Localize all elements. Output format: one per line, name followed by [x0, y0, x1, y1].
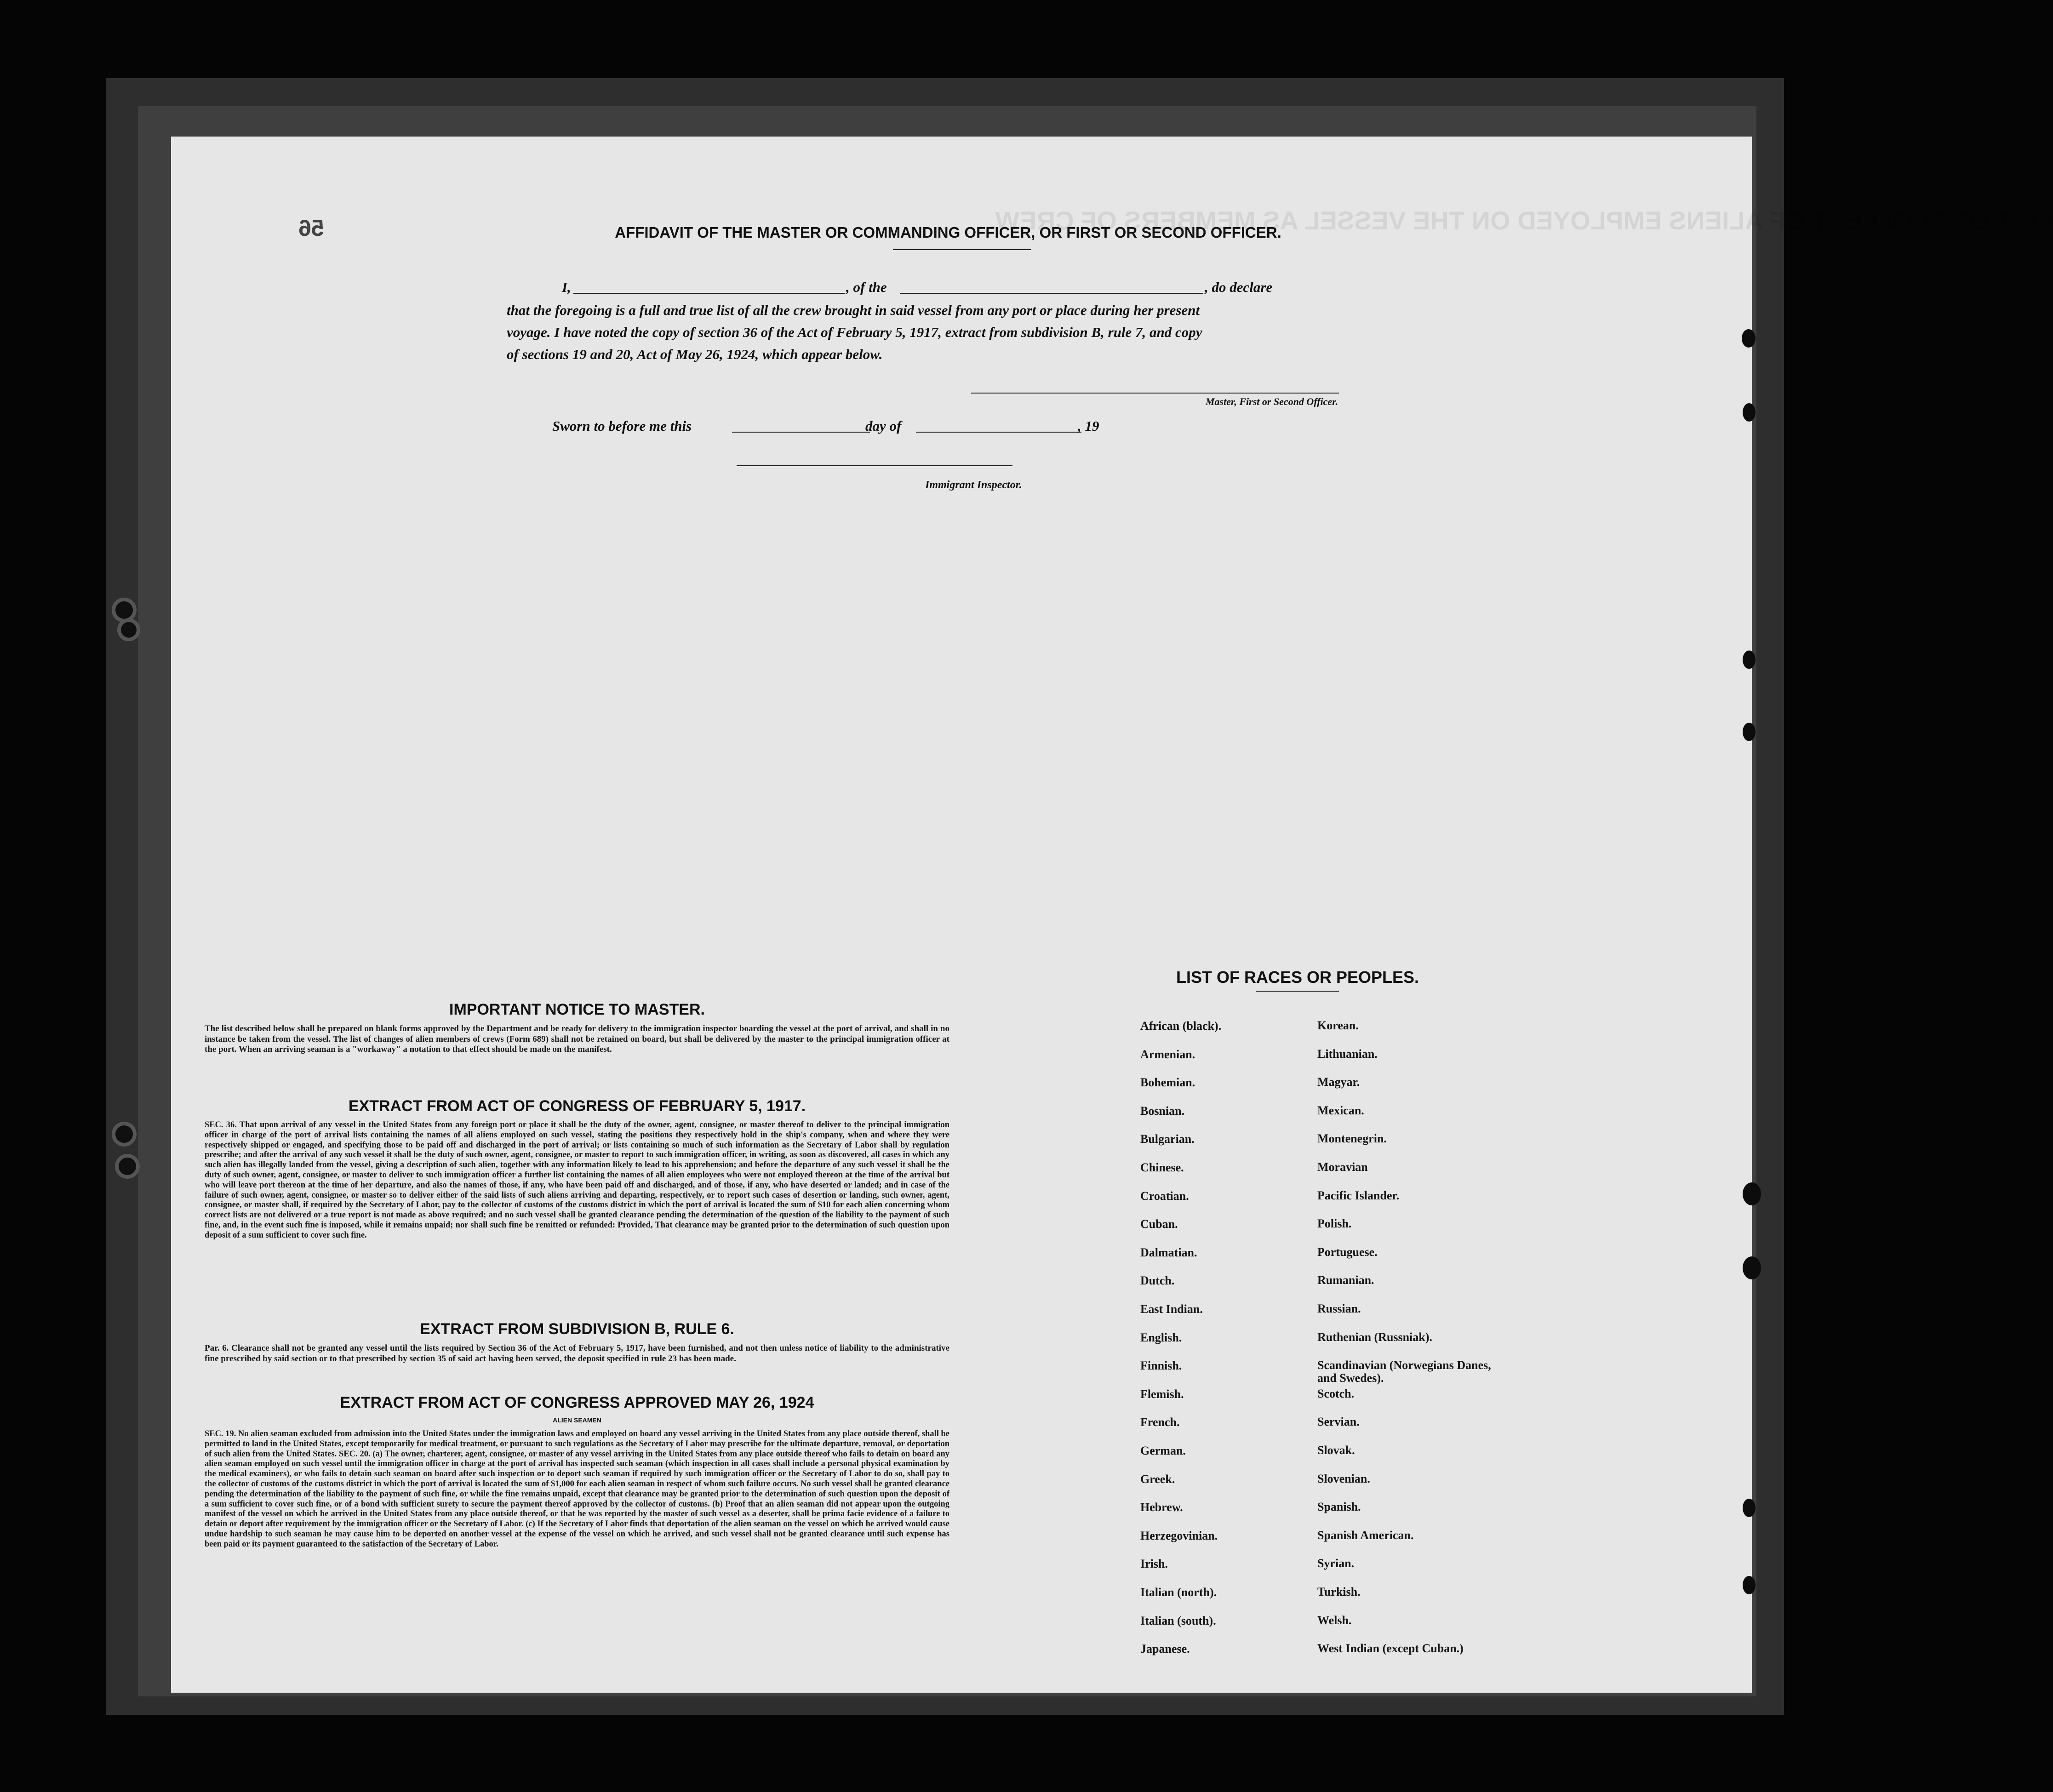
race-left-item: Hebrew. [1140, 1501, 1183, 1514]
sworn-year: , 19 [1078, 418, 1099, 434]
race-left-item: Armenian. [1140, 1047, 1195, 1061]
extract-1924-subtitle: ALIEN SEAMEN [553, 1416, 601, 1424]
race-right-item: Spanish. [1317, 1500, 1361, 1514]
race-right-item: Mexican. [1317, 1103, 1364, 1117]
vessel-line [900, 293, 1203, 294]
name-line [573, 293, 845, 294]
bleed-through-title: LIST OR MANIFEST OF ALIENS EMPLOYED ON THE VESSEL AS MEMBERS OF CREW. [989, 206, 2053, 235]
title-rule [893, 249, 1031, 250]
race-right-item: Montenegrin. [1317, 1132, 1387, 1146]
punch-hole [1743, 1576, 1756, 1594]
sworn-day-line [732, 432, 870, 433]
notice-text: The list described below shall be prepared on blank forms approved by the Department and be ready for delivery to the immigration inspector boarding the vessel at the port of arrival, and shall in no instance be taken from the vessel. The list of changes of alien members of crews (Form 689) shall not be retained on board, but shall be delivered by the master to the principal immigration officer at the port. When an arriving seaman is a "workaway" a notation to that effect should be made on the manifest. [205, 1024, 949, 1055]
race-right-item: Syrian. [1317, 1557, 1355, 1570]
race-right-item: West Indian (except Cuban.) [1317, 1642, 1464, 1655]
races-title-rule [1256, 991, 1339, 992]
race-left-item: Greek. [1140, 1472, 1175, 1486]
notice-title: IMPORTANT NOTICE TO MASTER. [449, 1001, 705, 1018]
race-right-item: Rumanian. [1317, 1273, 1374, 1287]
race-right-item: Portuguese. [1317, 1245, 1378, 1259]
race-left-item: Irish. [1140, 1557, 1168, 1571]
race-right-item: Lithuanian. [1317, 1047, 1378, 1061]
race-right-item: Russian. [1317, 1302, 1361, 1315]
affidavit-do-declare: , do declare [1205, 279, 1273, 295]
master-signature-line [971, 393, 1339, 394]
race-left-item: Bohemian. [1140, 1076, 1195, 1090]
punch-hole [1742, 329, 1756, 348]
punch-hole [1743, 723, 1756, 741]
affidavit-body-3: of sections 19 and 20, Act of May 26, 1924, which appear below. [507, 346, 883, 362]
extract-1924-title: EXTRACT FROM ACT OF CONGRESS APPROVED MAY 26, 1924 [340, 1394, 814, 1411]
sworn-day-of: day of [865, 418, 902, 434]
punch-hole [1743, 403, 1756, 422]
race-right-item: Ruthenian (Russniak). [1317, 1330, 1432, 1344]
race-right-item: Spanish American. [1317, 1528, 1414, 1542]
binder-hole [112, 1122, 137, 1147]
race-left-item: African (black). [1140, 1019, 1222, 1033]
punch-hole [1743, 1256, 1761, 1279]
affidavit-body-2: voyage. I have noted the copy of section 36 of the Act of February 5, 1917, extract from subdivision B, rule 7, and copy [507, 324, 1202, 340]
rule6-title: EXTRACT FROM SUBDIVISION B, RULE 6. [420, 1320, 734, 1338]
rule6-text: Par. 6. Clearance shall not be granted any vessel until the lists required by Section 36 of the Act of February 5, 1917, have been furnished, and not then unless notice of liability to the administrative fine prescribed by said section or to that prescribed by section 35 of said act having been served, the deposit specified in rule 23 has been made. [205, 1343, 949, 1364]
punch-hole [1743, 651, 1756, 669]
race-right-item: Scandinavian (Norwegians Danes, and Swedes). [1317, 1358, 1491, 1385]
extract-1917-title: EXTRACT FROM ACT OF CONGRESS OF FEBRUARY 5, 1917. [348, 1097, 806, 1115]
inspector-signature-line [737, 465, 1012, 466]
race-left-item: Japanese. [1140, 1642, 1190, 1656]
sworn-prefix: Sworn to before me this [552, 418, 692, 434]
affidavit-of-the: , of the [846, 279, 887, 295]
race-left-item: Croatian. [1140, 1189, 1189, 1203]
race-left-item: Dutch. [1140, 1274, 1175, 1288]
race-left-item: Flemish. [1140, 1387, 1184, 1401]
affidavit-body-1: that the foregoing is a full and true list of all the crew brought in said vessel from any port or place during her present [507, 302, 1200, 318]
extract-1924-text: SEC. 19. No alien seaman excluded from admission into the United States under the immigration laws and employed on board any vessel arriving in the United States from any place outside thereof, shall be permitted to land in the United States, except temporarily for medical treatment, or pursuant to such regulations as the Secretary of Labor may prescribe for the ultimate departure, removal, or deportation of such alien from the United States. SEC. 20. (a) The owner, charterer, agent, consignee, or master of any vessel arriving in the United States from any place outside thereof who fails to detain on board any alien seaman employed on such vessel until the immigration officer in charge at the port of arrival has inspected such seaman (which inspection in all cases shall include a personal physical examination by the medical examiners), or who fails to detain such seaman on board after such inspection or to deport such seaman if required by such immigration officer or the Secretary of Labor to do so, shall pay to the collector of customs of the customs district in which the port of arrival is located the sum of $1,000 for each alien seaman in respect of whom such failure occurs. No such vessel shall be granted clearance pending the determination of the liability to the payment of such fine, or while the fine remains unpaid, except that clearance may be granted prior to the determination of such question upon the deposit of a sum sufficient to cover such fine, or of a bond with sufficient surety to secure the payment thereof approved by the collector of customs. (b) Proof that an alien seaman did not appear upon the outgoing manifest of the vessel on which he arrived in the United States from any place outside thereof, or that he was reported by the master of such vessel as a deserter, shall be prima facie evidence of a failure to detain or deport after requirement by the immigration officer or the Secretary of Labor. (c) If the Secretary of Labor finds that deportation of the alien seaman on the vessel on which he arrived would cause undue hardship to such seaman he may cause him to be deported on another vessel at the expense of the vessel on which he arrived, and such vessel shall not be granted clearance until such expense has been paid or its payment guaranteed to the satisfaction of the Secretary of Labor. [205, 1429, 949, 1549]
race-left-item: Italian (north). [1140, 1586, 1217, 1599]
race-right-item: Slovak. [1317, 1444, 1355, 1457]
race-right-item: Korean. [1317, 1019, 1359, 1032]
race-right-item: Slovenian. [1317, 1472, 1370, 1485]
binder-hole [115, 1154, 140, 1179]
race-right-item: Turkish. [1317, 1585, 1361, 1598]
race-left-item: Cuban. [1140, 1217, 1178, 1231]
race-left-item: German. [1140, 1444, 1186, 1457]
binder-hole [117, 618, 140, 641]
races-title: LIST OF RACES OR PEOPLES. [1176, 968, 1419, 987]
race-left-item: Bulgarian. [1140, 1132, 1195, 1146]
punch-hole [1743, 1499, 1756, 1517]
affidavit-i: I, [562, 279, 571, 295]
punch-hole [1743, 1182, 1761, 1205]
race-left-item: East Indian. [1140, 1302, 1203, 1316]
race-right-item: Pacific Islander. [1317, 1188, 1400, 1202]
race-left-item: Dalmatian. [1140, 1245, 1197, 1259]
affidavit-title: AFFIDAVIT OF THE MASTER OR COMMANDING OFFICER, OR FIRST OR SECOND OFFICER. [615, 224, 1281, 241]
race-right-item: Servian. [1317, 1415, 1360, 1429]
race-left-item: Herzegovinian. [1140, 1529, 1218, 1542]
sworn-month-line [916, 432, 1081, 433]
page-number: 56 [298, 215, 324, 241]
race-left-item: French. [1140, 1415, 1180, 1429]
race-left-item: Bosnian. [1140, 1104, 1185, 1118]
inspector-caption: Immigrant Inspector. [925, 479, 1022, 491]
race-right-item: Scotch. [1317, 1387, 1355, 1400]
race-right-item: Magyar. [1317, 1075, 1360, 1089]
race-left-item: Chinese. [1140, 1161, 1184, 1174]
extract-1917-text: SEC. 36. That upon arrival of any vessel in the United States from any foreign port or place it shall be the duty of the owner, agent, consignee, or master thereof to deliver to the principal immigration officer in charge of the port of arrival lists containing the names of all aliens employed on such vessel, stating the positions they respectively hold in the ship's company, when and where they were respectively shipped or engaged, and specifying those to be paid off and discharged in the port of arrival; or lists containing so much of such information as the Secretary of Labor shall by regulation prescribe; and after the arrival of any such vessel it shall be the duty of such owner, agent, consignee, or master to report to such immigration officer, in writing, as soon as discovered, all cases in which any such alien has illegally landed from the vessel, giving a description of such alien, together with any information likely to lead to his apprehension; and before the departure of any such vessel it shall be the duty of such owner, agent, consignee, or master to deliver to such immigration officer a further list containing the names of all alien employees who were not employed thereon at the time of the arrival but who will leave port thereon at the time of her departure, and also the names of those, if any, who have been paid off and discharged, and of those, if any, who have deserted or landed; and in case of the failure of such owner, agent, consignee, or master so to deliver either of the said lists of such aliens arriving and departing, respectively, or to report such cases of desertion or landing, such owner, agent, consignee, or master shall, if required by the Secretary of Labor, pay to the collector of customs of the customs district in which the port of arrival is located the sum of $10 for each alien concerning whom correct lists are not delivered or a true report is not made as above required; and no such vessel shall be granted clearance pending the determination of the question of the liability to the payment of such fine, and, in the event such fine is imposed, while it remains unpaid; nor shall such fine be remitted or refunded: Provided, That clearance may be granted prior to the determination of such question upon deposit of a sum sufficient to cover such fine. [205, 1120, 949, 1240]
race-right-item: Welsh. [1317, 1613, 1352, 1627]
manifest-page [171, 137, 2053, 1693]
race-left-item: Italian (south). [1140, 1614, 1216, 1627]
race-right-item: Moravian [1317, 1160, 1368, 1174]
race-right-item: Polish. [1317, 1217, 1352, 1231]
race-left-item: Finnish. [1140, 1359, 1182, 1373]
race-left-item: English. [1140, 1330, 1182, 1344]
master-caption: Master, First or Second Officer. [1206, 396, 1338, 407]
